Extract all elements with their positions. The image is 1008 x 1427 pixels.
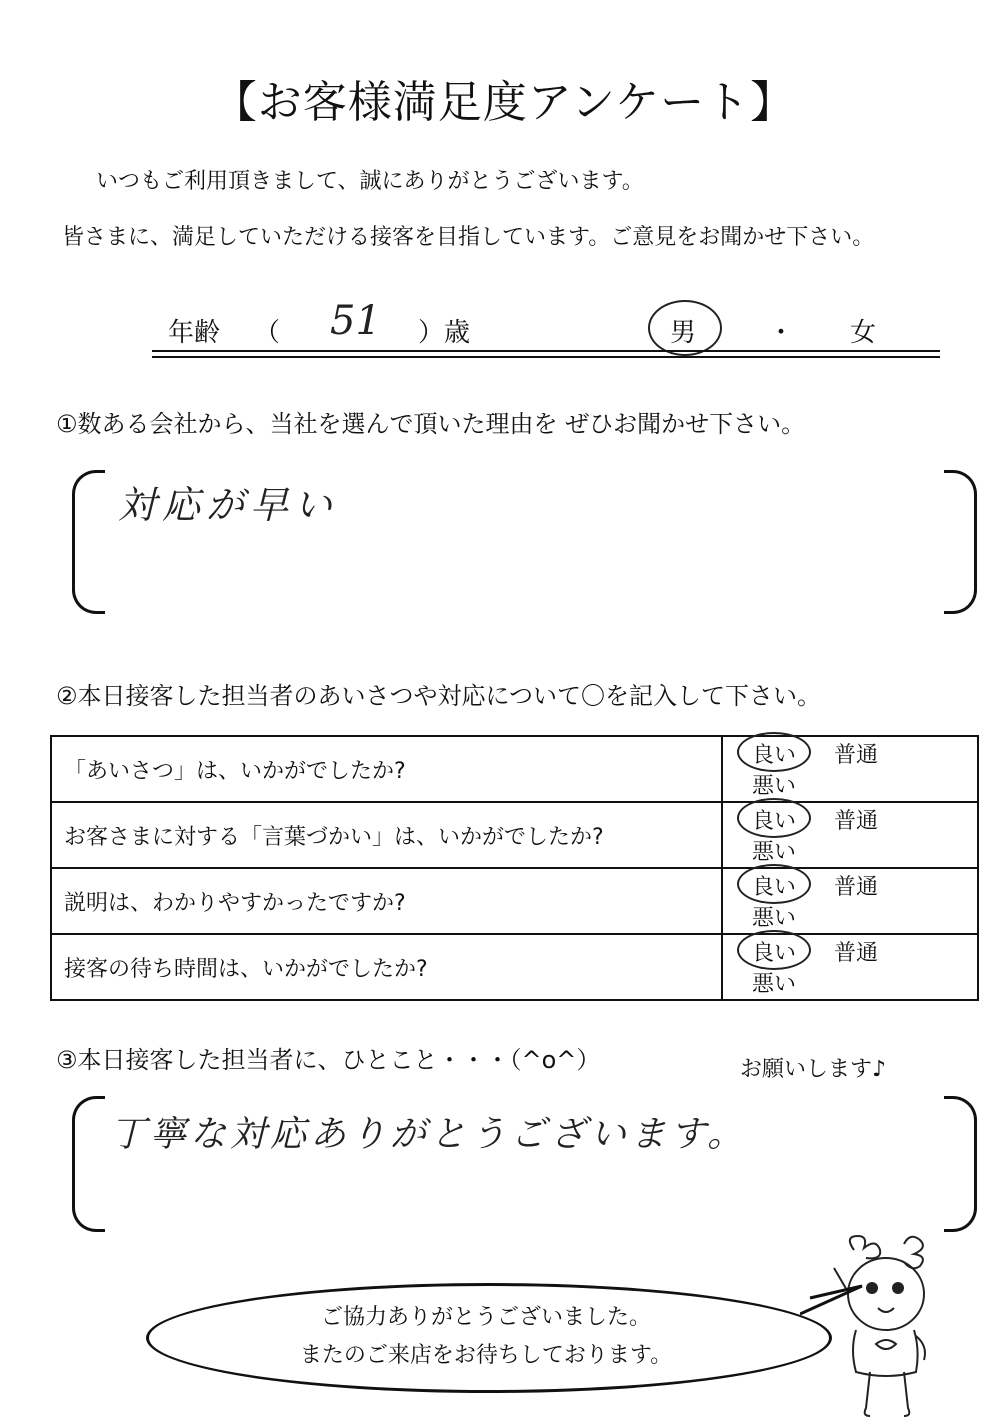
intro-line-2: 皆さまに、満足していただける接客を目指しています。ご意見をお聞かせ下さい。 xyxy=(62,225,875,250)
option-good[interactable]: 良い xyxy=(733,936,815,967)
table-row xyxy=(51,736,978,802)
age-value[interactable]: 51 xyxy=(330,298,381,344)
profile-underline-top xyxy=(152,350,940,352)
answer-1-bracket-left xyxy=(72,470,105,614)
mascot-illustration xyxy=(826,1232,946,1422)
answer-3-text[interactable]: 丁寧な対応ありがとうございます。 xyxy=(110,1114,748,1155)
row-question: 「あいさつ」は、いかがでしたか? xyxy=(51,736,722,802)
request-note: お願いします♪ xyxy=(740,1057,887,1082)
question-2: ②本日接客した担当者のあいさつや対応について〇を記入して下さい。 xyxy=(56,682,822,710)
option-bad[interactable]: 悪い xyxy=(751,840,796,865)
question-3: ③本日接客した担当者に、ひとこと・・・（^o^） xyxy=(56,1046,601,1074)
answer-1-text[interactable]: 対応が早い xyxy=(118,483,339,527)
evaluation-table xyxy=(50,735,979,1001)
option-good[interactable]: 良い xyxy=(733,870,815,901)
gender-male[interactable]: 男 xyxy=(670,318,697,348)
age-label: 年齢 xyxy=(168,318,221,348)
option-average[interactable]: 普通 xyxy=(833,743,878,768)
option-average[interactable]: 普通 xyxy=(833,875,878,900)
table-row xyxy=(51,934,978,1000)
closing-line-2: またのご来店をお待ちしております。 xyxy=(299,1343,673,1368)
age-paren-open: （ xyxy=(254,318,281,348)
row-options xyxy=(722,802,978,868)
option-good[interactable]: 良い xyxy=(733,738,815,769)
row-question: 説明は、わかりやすかったですか? xyxy=(51,868,722,934)
option-average[interactable]: 普通 xyxy=(833,941,878,966)
row-question: お客さまに対する「言葉づかい」は、いかがでしたか? xyxy=(51,802,722,868)
answer-3-bracket-left xyxy=(72,1096,105,1232)
option-average[interactable]: 普通 xyxy=(833,809,878,834)
row-options xyxy=(722,934,978,1000)
gender-female[interactable]: 女 xyxy=(850,318,877,348)
age-paren-close: ）歳 xyxy=(418,318,471,348)
table-row xyxy=(51,868,978,934)
option-bad[interactable]: 悪い xyxy=(751,972,796,997)
answer-3-bracket-right xyxy=(944,1096,977,1232)
answer-1-bracket-right xyxy=(944,470,977,614)
question-1: ①数ある会社から、当社を選んで頂いた理由を ぜひお聞かせ下さい。 xyxy=(56,410,806,438)
row-question: 接客の待ち時間は、いかがでしたか? xyxy=(51,934,722,1000)
gender-separator: ・ xyxy=(768,318,795,348)
option-good[interactable]: 良い xyxy=(733,804,815,835)
option-bad[interactable]: 悪い xyxy=(751,906,796,931)
intro-line-1: いつもご利用頂きまして、誠にありがとうございます。 xyxy=(96,169,644,194)
profile-underline-bottom xyxy=(152,356,940,358)
option-bad[interactable]: 悪い xyxy=(751,774,796,799)
closing-line-1: ご協力ありがとうございました。 xyxy=(320,1305,651,1330)
table-row xyxy=(51,802,978,868)
survey-title: 【お客様満足度アンケート】 xyxy=(212,77,796,128)
row-options xyxy=(722,736,978,802)
row-options xyxy=(722,868,978,934)
